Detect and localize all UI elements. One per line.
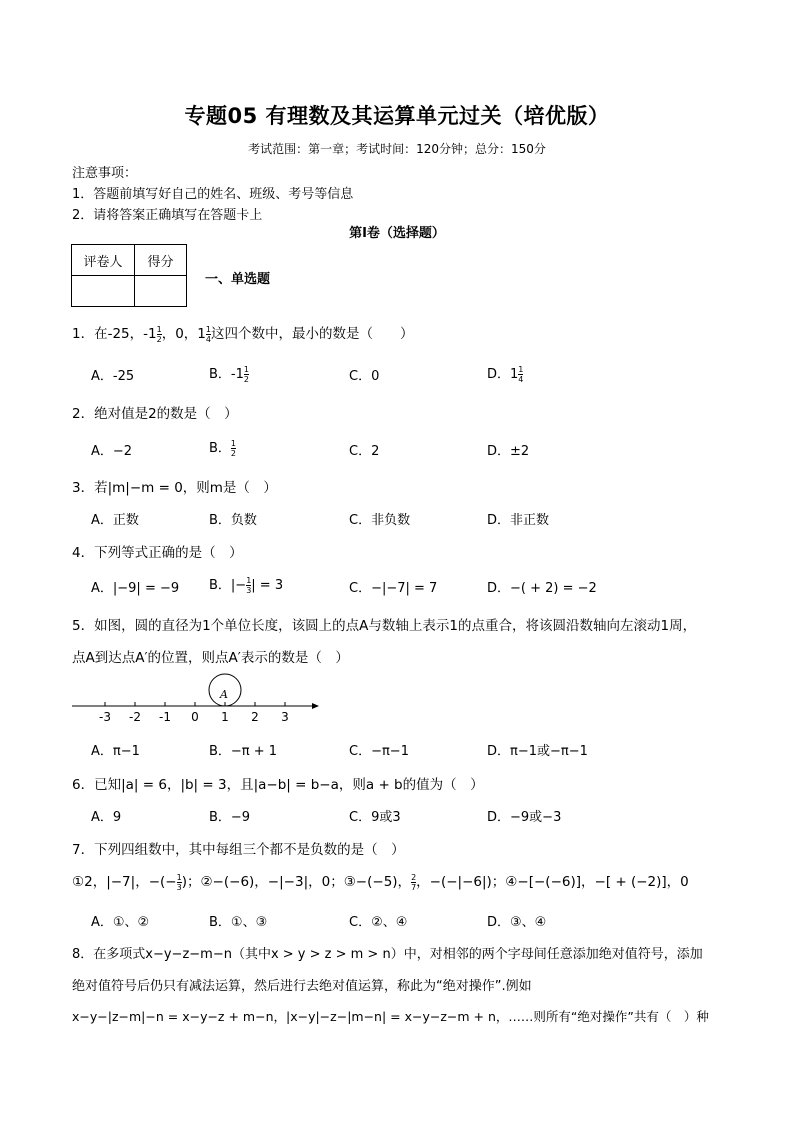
question-3-stem: 3．若|m|−m = 0，则m是（ ）: [72, 480, 277, 496]
page-title: 专题05 有理数及其运算单元过关（培优版）: [184, 104, 610, 128]
question-7-stem: 7．下列四组数中，其中每组三个都不是负数的是（ ）: [72, 842, 405, 858]
axis-tick-label: -3: [99, 710, 111, 724]
q1-option-a[interactable]: A．-25: [91, 369, 135, 384]
q5-option-a[interactable]: A．π−1: [91, 744, 140, 759]
q1-option-c[interactable]: C．0: [349, 369, 380, 384]
score-header-grader: 评卷人: [72, 245, 135, 276]
q2-option-c[interactable]: C．2: [349, 444, 380, 459]
number-line-figure: [68, 668, 328, 728]
q4-option-d[interactable]: D．−( + 2) = −2: [487, 581, 597, 596]
question-8-line-1: 8．在多项式x−y−z−m−n（其中x > y > z > m > n）中，对相邻的两个字母间任意添加绝对值符号，添加: [72, 947, 703, 962]
q6-option-b[interactable]: B．−9: [209, 810, 251, 825]
q6-option-d[interactable]: D．−9或−3: [487, 810, 562, 825]
axis-tick-label: 2: [251, 710, 259, 724]
note-item-1: 1．答题前填写好自己的姓名、班级、考号等信息: [72, 187, 354, 202]
note-item-2: 2．请将答案正确填写在答题卡上: [72, 208, 263, 223]
q6-option-c[interactable]: C．9或3: [349, 810, 401, 825]
q3-option-a[interactable]: A．正数: [91, 513, 139, 528]
score-cell-score[interactable]: [135, 276, 187, 307]
question-5-line-2: 点A到达点A′的位置，则点A′表示的数是（ ）: [72, 650, 349, 666]
q5-option-b[interactable]: B．−π + 1: [209, 744, 278, 759]
q3-option-d[interactable]: D．非正数: [487, 513, 550, 528]
q2-option-d[interactable]: D．±2: [487, 444, 530, 459]
q7-option-b[interactable]: B．①、③: [209, 915, 268, 930]
question-1-stem: 1．在-25，-1 $\frac{1}{2}$ ，0，1 $\frac{1}{4}$ 这四个数中，最小的数是（ ）: [72, 324, 414, 344]
question-5-line-1: 5．如图，圆的直径为1个单位长度，该圆上的点A与数轴上表示1的点重合，将该圆沿数轴向左滚动1周，: [72, 618, 697, 634]
number-line-arrow: [312, 703, 319, 709]
axis-tick-label: 3: [281, 710, 289, 724]
notes-heading: 注意事项：: [72, 166, 138, 181]
q5-option-d[interactable]: D．π−1或−π−1: [487, 744, 588, 759]
q7-option-d[interactable]: D．③、④: [487, 915, 547, 930]
exam-info: 考试范围：第一章；考试时间：120分钟；总分：150分: [248, 142, 546, 156]
q7-option-a[interactable]: A．①、②: [91, 915, 150, 930]
score-cell-grader[interactable]: [72, 276, 135, 307]
axis-tick-label: -2: [129, 710, 141, 724]
q4-option-b[interactable]: B．|− $\frac{1}{3}$ | = 3: [209, 576, 284, 595]
q1-option-d[interactable]: D．1 $\frac{1}{4}$: [487, 365, 524, 384]
score-table: [71, 244, 187, 307]
axis-tick-label: 1: [221, 710, 229, 724]
q2-option-b[interactable]: B． $\frac{1}{2}$: [209, 439, 237, 458]
q6-option-a[interactable]: A．9: [91, 810, 122, 825]
q3-option-b[interactable]: B．负数: [209, 513, 257, 528]
question-2-stem: 2．绝对值是2的数是（ ）: [72, 406, 238, 422]
question-4-stem: 4．下列等式正确的是（ ）: [72, 545, 243, 561]
q1-option-b[interactable]: B．-1 $\frac{1}{2}$: [209, 365, 249, 384]
score-header-score: 得分: [135, 245, 187, 276]
question-8-line-3: x−y−|z−m|−n = x−y−z + m−n，|x−y|−z−|m−n| = x−y−z−m + n，……则所有“绝对操作”共有（ ）种: [72, 1009, 709, 1024]
q5-option-c[interactable]: C．−π−1: [349, 744, 409, 759]
axis-tick-label: 0: [191, 710, 199, 724]
circle-point-label: A: [220, 688, 228, 701]
q4-option-c[interactable]: C．−|−7| = 7: [349, 581, 438, 596]
question-7-groups: ①2，|−7|，−(− $\frac{1}{3}$ )；②−(−6)，−|−3|，0；③−(−5)， $\frac{2}{7}$ ，−(−|−6|)；④−[−(−6)]，−[ + (−2)]，0: [72, 872, 689, 892]
question-type: 一、单选题: [205, 272, 271, 287]
q4-option-a[interactable]: A．|−9| = −9: [91, 581, 180, 596]
q2-option-a[interactable]: A．−2: [91, 444, 133, 459]
question-8-line-2: 绝对值符号后仍只有减法运算，然后进行去绝对值运算，称此为“绝对操作”.例如: [72, 979, 532, 994]
question-6-stem: 6．已知|a| = 6，|b| = 3，且|a−b| = b−a，则a + b的值为（ ）: [72, 777, 484, 793]
section-title: 第I卷（选择题）: [349, 226, 445, 241]
q3-option-c[interactable]: C．非负数: [349, 513, 411, 528]
q7-option-c[interactable]: C．②、④: [349, 915, 408, 930]
axis-tick-label: -1: [159, 710, 171, 724]
